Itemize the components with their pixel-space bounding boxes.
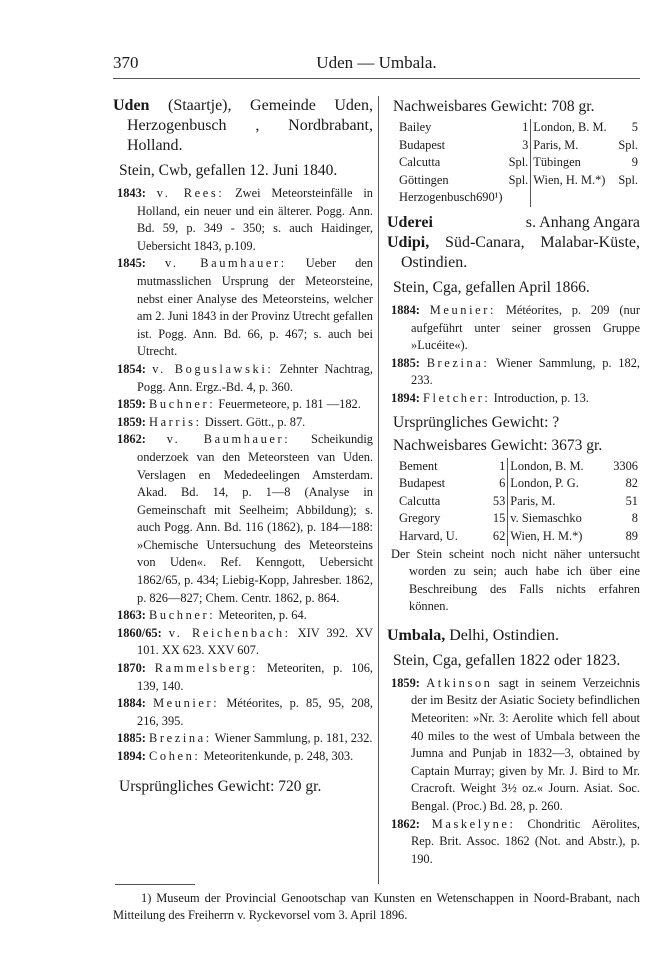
original-weight: Ursprüngliches Gewicht: 720 gr. bbox=[119, 777, 322, 795]
reference-year: 1859: bbox=[117, 397, 146, 412]
collection-amount: 3 bbox=[505, 137, 531, 155]
collection-amount: Spl. bbox=[505, 172, 531, 190]
entry-name: Uden bbox=[113, 97, 150, 114]
reference-entry bbox=[117, 255, 373, 361]
reference-text: Chondritic Aërolites, Rep. Brit. Assoc. 1862 (Not. and Abstr.), p. 190. bbox=[411, 816, 640, 866]
reference-year: 1884: bbox=[117, 696, 146, 711]
reference-year: 1894: bbox=[391, 390, 420, 405]
collection-amount: Spl. bbox=[505, 154, 531, 172]
reference-author: Atkinson bbox=[426, 675, 493, 690]
fall-info: Stein, Cwb, gefallen 12. Juni 1840. bbox=[119, 162, 338, 179]
collection-name: London, B. M. bbox=[510, 458, 584, 473]
holdings-table bbox=[397, 119, 640, 207]
reference-author: v. Boguslawski: bbox=[152, 361, 274, 376]
reference-text: Meteoritenkunde, p. 248, 303. bbox=[200, 749, 354, 763]
collection-amount: 5 bbox=[631, 120, 638, 134]
holdings-row bbox=[397, 528, 640, 546]
collection-name: v. Siemaschko bbox=[510, 511, 582, 526]
collection-amount: 9 bbox=[631, 155, 638, 170]
column-divider bbox=[378, 96, 379, 884]
reference-text: Météorites, p. 209 (nur aufgeführt unter seiner grossen Gruppe »Lucéite«). bbox=[411, 302, 640, 353]
collection-amount: 15 bbox=[477, 510, 508, 528]
reference-entry bbox=[117, 431, 373, 607]
reference-text: Météorites, p. 85, 95, 208, 216, 395. bbox=[137, 696, 373, 728]
reference-text: Zwei Meteorsteinfälle in Holland, ein neuer und ein älterer. Pogg. Ann. Bd. 59, p. 349 - 350; s. auch Haidinger, Uebersicht 1843, p.109. bbox=[137, 186, 373, 253]
reference-year: 1845: bbox=[117, 256, 146, 271]
reference-entry bbox=[117, 730, 373, 748]
fall-info: Stein, Cga, gefallen 1822 oder 1823. bbox=[393, 651, 621, 669]
reference-text: Introduction, p. 13. bbox=[490, 390, 589, 405]
reference-year: 1862: bbox=[117, 432, 146, 447]
collection-amount: 82 bbox=[625, 476, 638, 491]
reference-author: Fletcher: bbox=[423, 390, 491, 405]
reference-entry bbox=[117, 185, 373, 255]
collection-amount: 89 bbox=[625, 528, 638, 543]
collection-name: Budapest bbox=[399, 137, 446, 152]
reference-text: Scheikundig onderzoek van den Meteorsteen van Uden. Verslagen en Mededeelingen Amsterdam. Akad. Bd. 14, p. 1—8 (Analyse in Gemeinschaft mit Seelheim; Abbildung); s. auch Pogg. Ann. Bd. 116 (1862), p. 184—188: »Chemische Untersuchung des Meteorsteins von Uden«. Ref. Kenngott, Uebersicht 1862/65, p. 434; Liebig-Kopp, Jahresber. 1862, p. 826—827; Chem. Centr. 1862, p. 864. bbox=[137, 432, 373, 605]
reference-year: 1885: bbox=[391, 355, 420, 370]
entry-location: Delhi, Ostindien. bbox=[445, 626, 559, 644]
collection-amount: 51 bbox=[625, 493, 638, 508]
collection-amount: 1 bbox=[505, 119, 531, 137]
reference-author: v. Rees: bbox=[156, 186, 225, 200]
reference-year: 1859: bbox=[391, 675, 420, 690]
reference-list bbox=[113, 185, 373, 766]
reference-author: v. Baumhauer: bbox=[164, 256, 287, 271]
reference-entry bbox=[117, 607, 373, 625]
entry-location: Süd-Canara, Malabar-Küste, Ostindien. bbox=[401, 233, 640, 271]
detectable-weight: Nachweisbares Gewicht: 3673 gr. bbox=[393, 436, 603, 454]
reference-text: Meteoriten, p. 106, 139, 140. bbox=[137, 661, 373, 693]
reference-author: Brezina: bbox=[149, 731, 212, 746]
reference-author: Meunier: bbox=[429, 302, 496, 317]
remark: Der Stein scheint noch nicht näher untersucht worden zu sein; auch habe ich über eine Beschreibung des Falls nichts erfahren können. bbox=[391, 546, 640, 614]
collection-name: Calcutta bbox=[399, 493, 441, 508]
collection-name: Bement bbox=[399, 458, 438, 473]
reference-entry bbox=[391, 302, 640, 355]
collection-name: Tübingen bbox=[533, 155, 581, 170]
reference-author: Buchner: bbox=[149, 608, 216, 623]
collection-amount bbox=[505, 189, 531, 207]
collection-name: Herzogenbusch690¹) bbox=[399, 190, 503, 205]
collection-amount: 3306 bbox=[613, 458, 638, 473]
reference-entry bbox=[391, 816, 640, 869]
running-title: Uden — Umbala. bbox=[316, 53, 437, 72]
entry-name: Udipi, bbox=[387, 233, 430, 251]
reference-text: XIV 392. XV 101. XX 623. XXV 607. bbox=[137, 625, 373, 658]
footnote-rule bbox=[115, 884, 195, 885]
holdings-row bbox=[397, 154, 640, 172]
holdings-row bbox=[397, 475, 640, 493]
reference-year: 1863: bbox=[117, 608, 146, 623]
reference-text: Meteoriten, p. 64. bbox=[215, 608, 307, 623]
reference-entry bbox=[391, 355, 640, 390]
collection-name: London, B. M. bbox=[533, 120, 607, 134]
entry-location: (Staartje), Gemeinde Uden, Herzogenbusch , Nordbrabant, Holland. bbox=[127, 97, 373, 154]
reference-entry bbox=[117, 361, 373, 396]
entry-heading-uden bbox=[113, 96, 373, 156]
holdings-row bbox=[397, 493, 640, 511]
running-head bbox=[113, 53, 640, 75]
reference-year: 1862: bbox=[391, 816, 420, 831]
reference-list bbox=[387, 302, 640, 408]
collection-name: London, P. G. bbox=[510, 476, 579, 491]
reference-author: Brezina: bbox=[426, 355, 490, 370]
holdings-table bbox=[397, 458, 640, 546]
left-column bbox=[113, 96, 373, 799]
reference-author: v. Baumhauer: bbox=[166, 432, 291, 447]
collection-name: Paris, M. bbox=[533, 137, 579, 152]
reference-year: 1843: bbox=[117, 186, 146, 200]
right-column bbox=[387, 96, 640, 868]
collection-name: Harvard, U. bbox=[399, 528, 458, 543]
reference-year: 1870: bbox=[117, 661, 146, 676]
reference-text: Wiener Sammlung, p. 182, 233. bbox=[411, 355, 640, 388]
reference-author: v. Reichenbach: bbox=[168, 625, 291, 640]
collection-amount bbox=[614, 189, 640, 207]
holdings-row bbox=[397, 510, 640, 528]
reference-year: 1894: bbox=[117, 749, 146, 763]
collection-name: Paris, M. bbox=[510, 493, 556, 508]
collection-name: Gregory bbox=[399, 511, 441, 526]
collection-amount: 53 bbox=[477, 493, 508, 511]
collection-amount: Spl. bbox=[618, 137, 638, 152]
entry-heading-uderei bbox=[387, 213, 640, 233]
reference-entry bbox=[117, 748, 373, 766]
header-rule bbox=[113, 78, 640, 79]
page-number: 370 bbox=[113, 53, 139, 72]
cross-reference: s. Anhang Angara bbox=[525, 213, 640, 231]
reference-year: 1884: bbox=[391, 302, 420, 317]
reference-author: Harris: bbox=[149, 414, 202, 429]
reference-entry bbox=[391, 675, 640, 816]
reference-entry bbox=[117, 660, 373, 695]
collection-name: Budapest bbox=[399, 476, 446, 491]
collection-amount: Spl. bbox=[618, 172, 638, 187]
collection-name: Calcutta bbox=[399, 155, 441, 170]
reference-author: Maskelyne: bbox=[431, 816, 516, 831]
collection-amount: 6 bbox=[477, 475, 508, 493]
collection-amount: 8 bbox=[631, 511, 638, 526]
reference-text: Wiener Sammlung, p. 181, 232. bbox=[211, 731, 373, 746]
reference-author: Buchner: bbox=[149, 397, 216, 412]
reference-entry bbox=[117, 396, 373, 414]
reference-text: sagt in seinem Verzeichnis der im Besitz der Asiatic Society befindlichen Meteoriten: »Nr. 3: Aerolite which fell about 40 miles to the west of Umbala between the Jumna and Punjab in 1832—3, obtained by Captain Murray; given by Mr. J. Bird to Mr. Cracroft. Weight 3½ oz.« Journ. Asiat. Soc. Bengal. (Proc.) Bd. 28, p. 260. bbox=[411, 675, 640, 814]
reference-year: 1859: bbox=[117, 414, 146, 429]
reference-author: Rammelsberg: bbox=[154, 661, 259, 676]
holdings-row bbox=[397, 172, 640, 190]
collection-name bbox=[531, 189, 614, 207]
reference-year: 1885: bbox=[117, 731, 146, 746]
entry-heading-umbala bbox=[387, 626, 640, 646]
detectable-weight: Nachweisbares Gewicht: 708 gr. bbox=[393, 98, 595, 115]
reference-entry bbox=[391, 390, 640, 408]
fall-info: Stein, Cga, gefallen April 1866. bbox=[393, 278, 590, 296]
reference-entry bbox=[117, 695, 373, 730]
entry-name: Uderei bbox=[387, 213, 433, 231]
holdings-row bbox=[397, 137, 640, 155]
original-weight: Ursprüngliches Gewicht: ? bbox=[393, 413, 560, 431]
entry-heading-udipi bbox=[387, 233, 640, 273]
collection-name: Wien, H. M.*) bbox=[510, 528, 583, 543]
reference-entry bbox=[117, 625, 373, 660]
collection-name: Göttingen bbox=[399, 172, 449, 187]
reference-text: Feuermeteore, p. 181 —182. bbox=[215, 397, 361, 412]
collection-amount: 1 bbox=[477, 458, 508, 476]
holdings-row bbox=[397, 189, 640, 207]
collection-name: Bailey bbox=[399, 120, 432, 134]
collection-amount: 62 bbox=[477, 528, 508, 546]
reference-year: 1860/65: bbox=[117, 625, 162, 640]
reference-text: Ueber den mutmasslichen Ursprung der Meteorsteine, nebst einer Analyse des Meteorsteins, welcher am 2. Juni 1843 in der Provinz Utrecht gefallen ist. Pogg. Ann. Bd. 66, p. 467; s. auch bei Utrecht. bbox=[137, 256, 373, 359]
reference-entry bbox=[117, 414, 373, 432]
reference-text: Zehnter Nachtrag, Pogg. Ann. Ergz.-Bd. 4, p. 360. bbox=[137, 361, 373, 394]
entry-name: Umbala, bbox=[387, 626, 446, 644]
reference-year: 1854: bbox=[117, 361, 146, 376]
reference-author: Cohen: bbox=[149, 749, 201, 763]
collection-name: Wien, H. M.*) bbox=[533, 172, 606, 187]
reference-text: Dissert. Gött., p. 87. bbox=[201, 414, 306, 429]
reference-list bbox=[387, 675, 640, 869]
holdings-row bbox=[397, 458, 640, 476]
footnote: 1) Museum der Provincial Genootschap van Kunsten en Wetenschappen in Noord-Brabant, nach Mitteilung des Freiherrn v. Ryckevorsel vom 3. April 1896. bbox=[113, 891, 640, 922]
holdings-row bbox=[397, 119, 640, 137]
reference-author: Meunier: bbox=[153, 696, 220, 711]
